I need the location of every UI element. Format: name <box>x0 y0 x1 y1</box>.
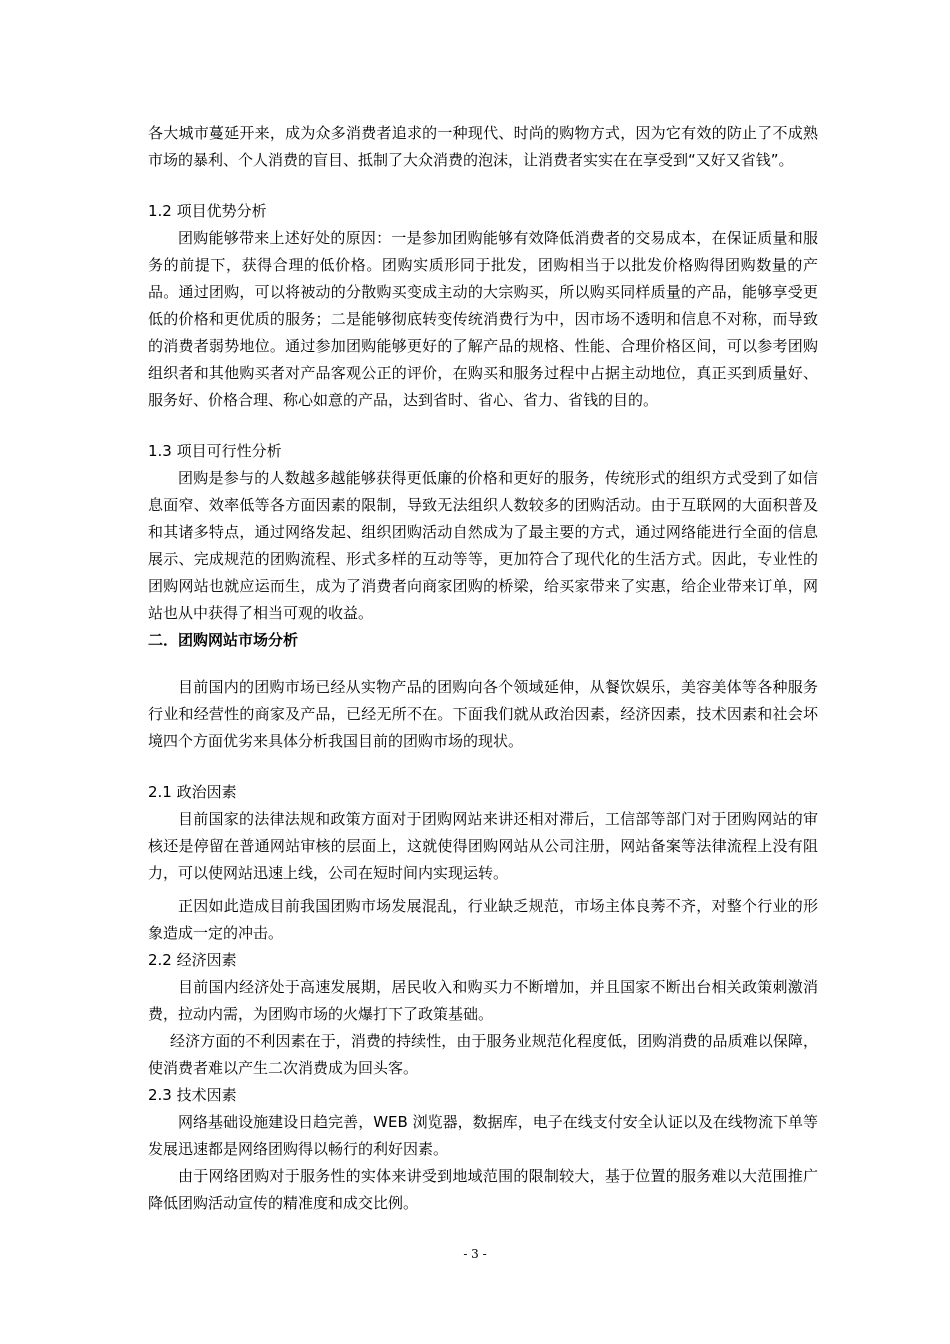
section-2-paragraph: 目前国内的团购市场已经从实物产品的团购向各个领域延伸，从餐饮娱乐，美容美体等各种服务行业和经营性的商家及产品，已经无所不在。下面我们就从政治因素，经济因素，技术因素和社会坏境四个方面优劣来具体分析我国目前的团购市场的现状。 <box>148 678 818 750</box>
section-2-3-paragraph-2: 由于网络团购对于服务性的实体来讲受到地域范围的限制较大，基于位置的服务难以大范围推广降低团购活动宣传的精准度和成交比例。 <box>148 1167 818 1212</box>
section-2-heading: 二．团购网站市场分析 <box>148 631 299 649</box>
section-2-1-paragraph-1: 目前国家的法律法规和政策方面对于团购网站来讲还相对滞后，工信部等部门对于团购网站的审核还是停留在普通网站审核的层面上，这就使得团购网站从公司注册，网站备案等法律流程上没有阻力，可以使网站迅速上线，公司在短时间内实现运转。 <box>148 810 818 882</box>
intro-paragraph: 各大城市蔓延开来，成为众多消费者追求的一种现代、时尚的购物方式，因为它有效的防止了不成熟市场的暴利、个人消费的盲目、抵制了大众消费的泡沫，让消费者实实在在享受到“又好又省钱”。 <box>148 124 818 169</box>
section-2-2-paragraph-1: 目前国内经济处于高速发展期，居民收入和购买力不断增加，并且国家不断出台相关政策刺激消费，拉动内需，为团购市场的火爆打下了政策基础。 <box>148 978 818 1023</box>
section-1-2-paragraph: 团购能够带来上述好处的原因：一是参加团购能够有效降低消费者的交易成本，在保证质量和服务的前提下，获得合理的低价格。团购实质形同于批发，团购相当于以批发价格购得团购数量的产品。通过团购，可以将被动的分散购买变成主动的大宗购买，所以购买同样质量的产品，能够享受更低的价格和更优质的服务；二是能够彻底转变传统消费行为中，因市场不透明和信息不对称，而导致的消费者弱势地位。通过参加团购能够更好的了解产品的规格、性能、合理价格区间，可以参考团购组织者和其他购买者对产品客观公正的评价，在购买和服务过程中占据主动地位，真正买到质量好、服务好、价格合理、称心如意的产品，达到省时、省心、省力、省钱的目的。 <box>148 229 818 409</box>
page-number: - 3 - <box>463 1247 487 1261</box>
section-1-3-heading: 1.3 项目可行性分析 <box>148 442 282 460</box>
section-2-2-heading: 2.2 经济因素 <box>148 951 237 969</box>
section-1-3-paragraph: 团购是参与的人数越多越能够获得更低廉的价格和更好的服务，传统形式的组织方式受到了如信息面窄、效率低等各方面因素的限制，导致无法组织人数较多的团购活动。由于互联网的大面积普及和其诸多特点，通过网络发起、组织团购活动自然成为了最主要的方式，通过网络能进行全面的信息展示、完成规范的团购流程、形式多样的互动等等，更加符合了现代化的生活方式。因此，专业性的团购网站也就应运而生，成为了消费者向商家团购的桥梁，给买家带来了实惠，给企业带来订单，网站也从中获得了相当可观的收益。 <box>148 469 818 622</box>
section-2-3-paragraph-1: 网络基础设施建设日趋完善，WEB 浏览器，数据库，电子在线支付安全认证以及在线物流下单等发展迅速都是网络团购得以畅行的利好因素。 <box>148 1113 818 1158</box>
section-2-2-paragraph-2: 经济方面的不利因素在于，消费的持续性，由于服务业规范化程度低，团购消费的品质难以保障，使消费者难以产生二次消费成为回头客。 <box>148 1032 818 1077</box>
section-1-2-heading: 1.2 项目优势分析 <box>148 202 267 220</box>
section-2-1-heading: 2.1 政治因素 <box>148 783 237 801</box>
document-body <box>148 120 818 1217</box>
section-2-1-paragraph-2: 正因如此造成目前我国团购市场发展混乱，行业缺乏规范，市场主体良莠不齐，对整个行业的形象造成一定的冲击。 <box>148 897 818 942</box>
section-2-3-heading: 2.3 技术因素 <box>148 1086 237 1104</box>
